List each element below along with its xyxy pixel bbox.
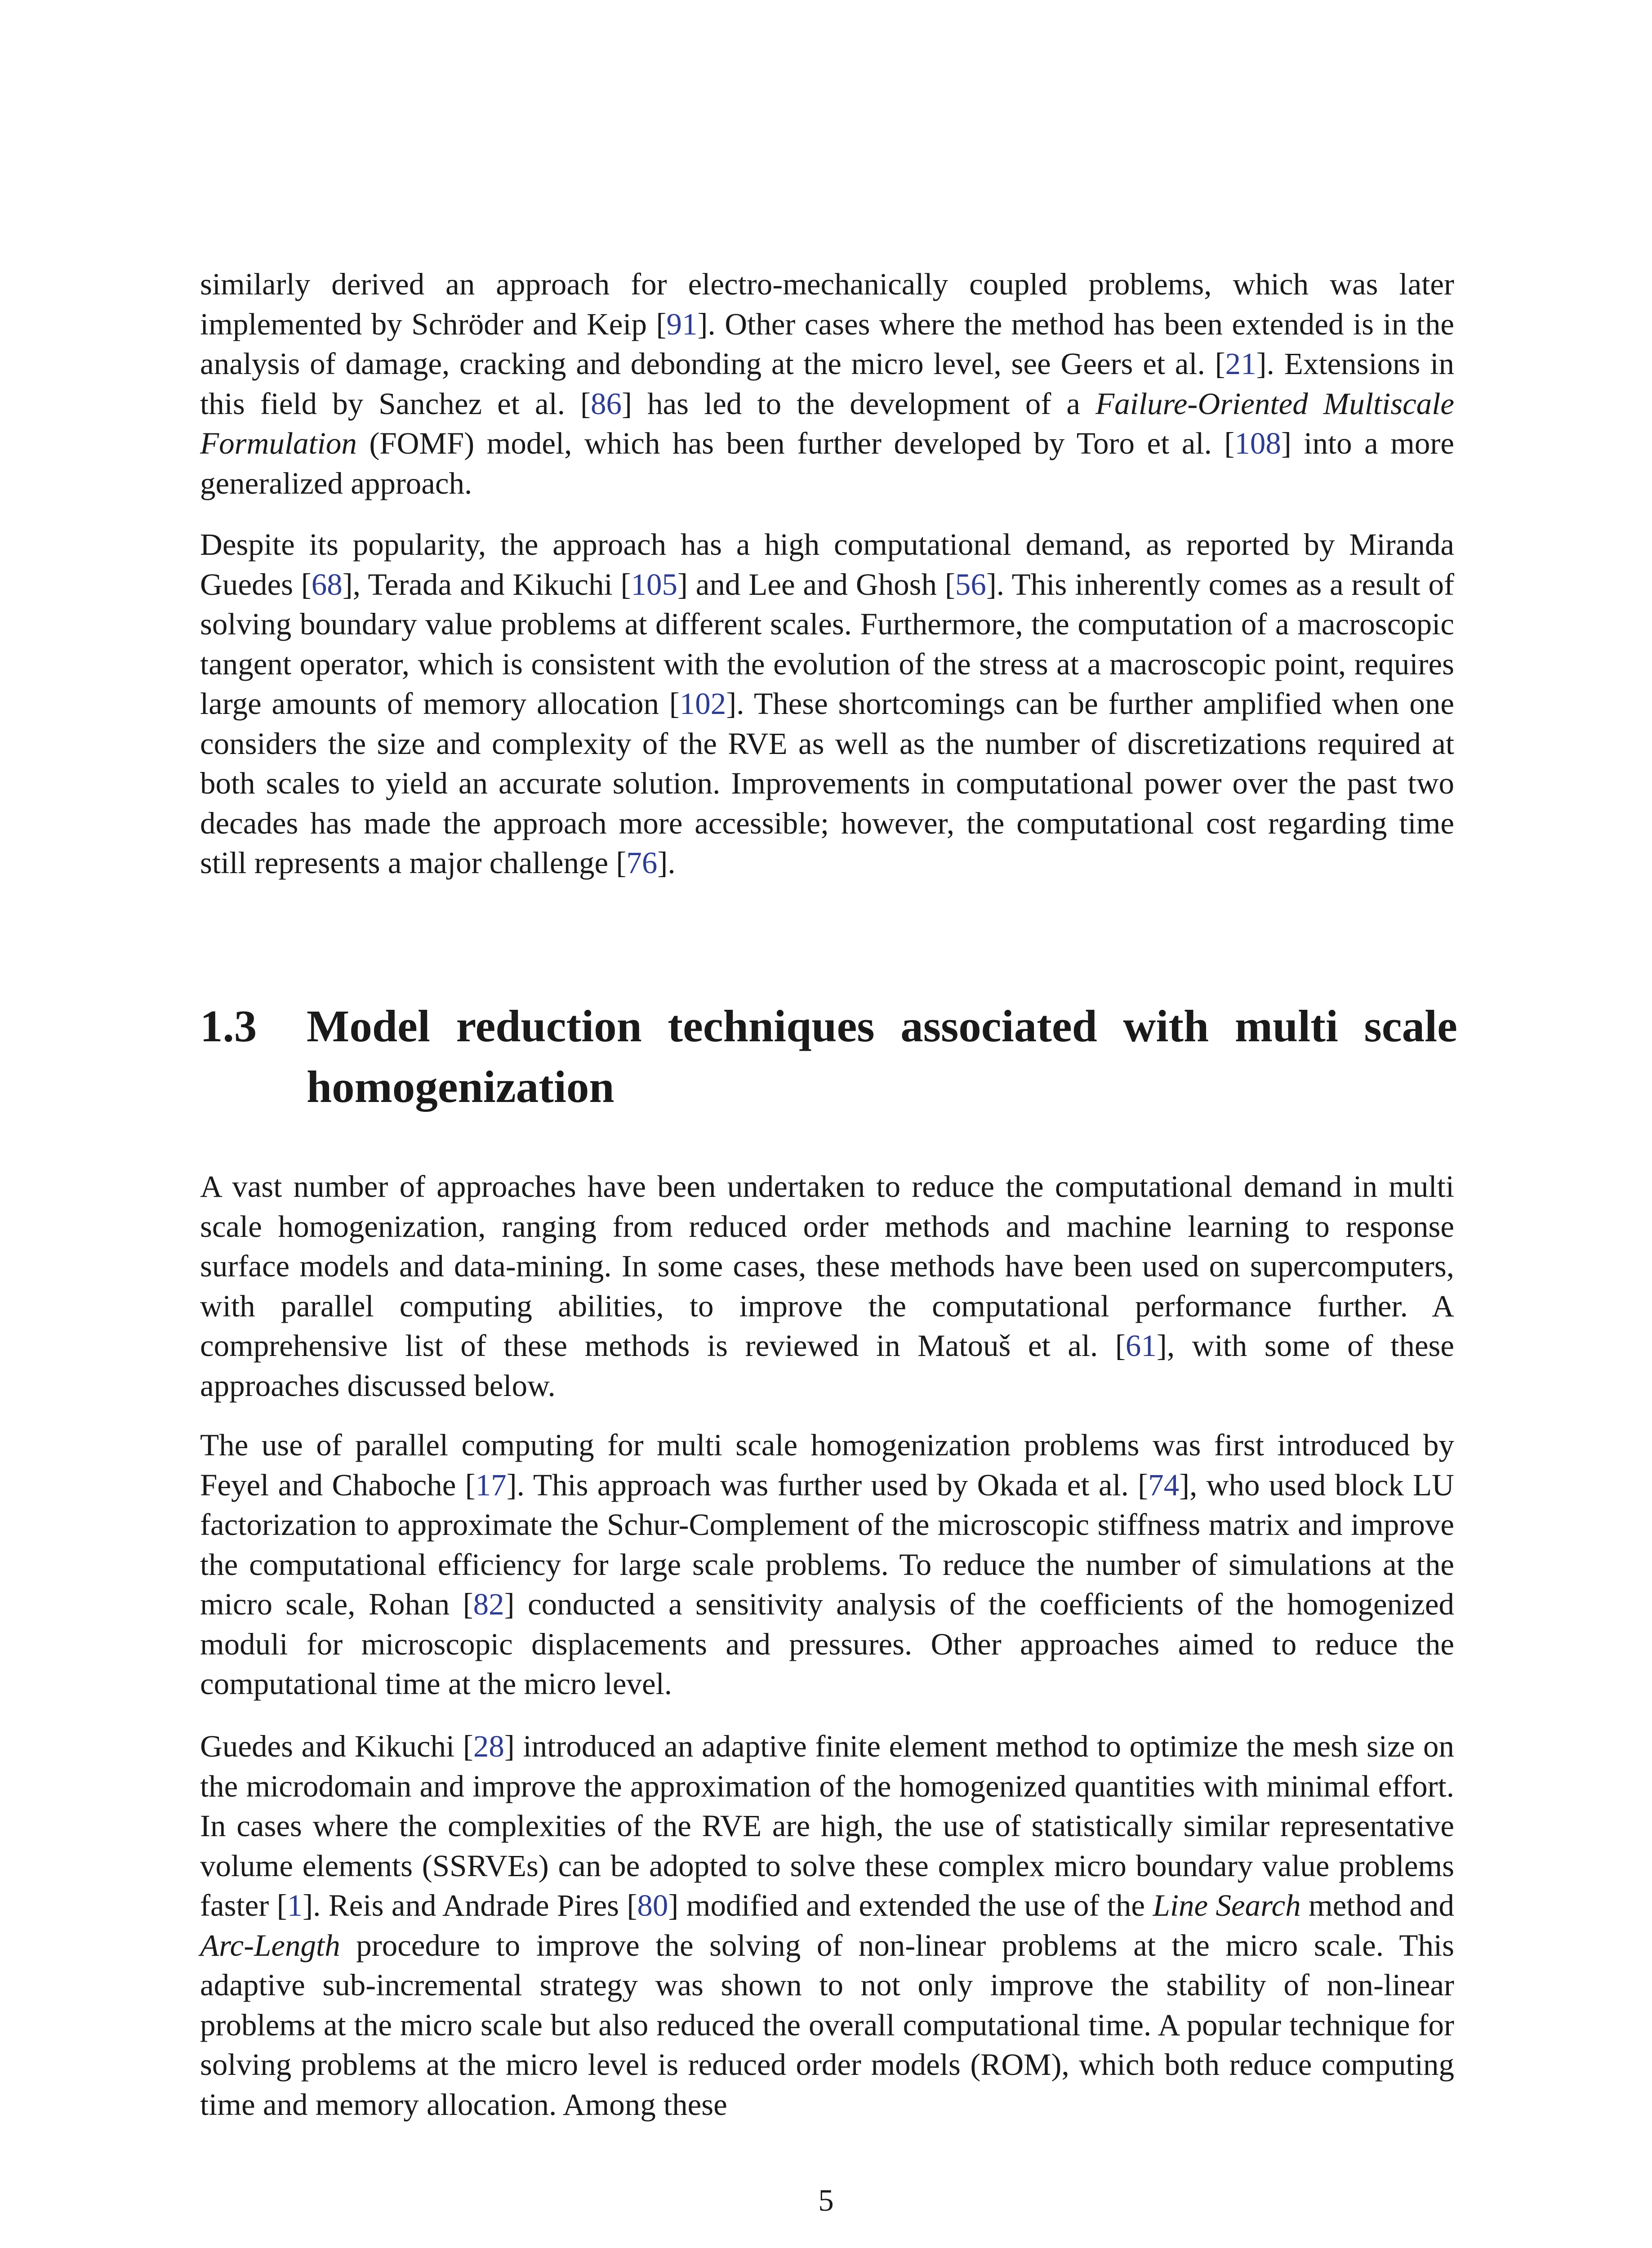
- paragraph-5-text: [200, 1726, 1454, 2124]
- text-span: Despite its popularity, the approach has a high computational demand, as reported by Miranda Guedes [: [200, 527, 1454, 602]
- citation-link[interactable]: 91: [666, 307, 698, 341]
- text-span: (FOMF) model, which has been further developed by Toro et al. [: [356, 426, 1235, 460]
- italic-term: Arc-Length: [200, 1928, 340, 1963]
- text-span: ]. Extensions in this field by Sanchez et al. [: [200, 347, 1455, 421]
- paragraph-3: [200, 1167, 1454, 1405]
- italic-term: Failure-Oriented Multiscale Formulation: [200, 386, 1454, 460]
- paragraph-1: [200, 264, 1454, 503]
- text-span: ] into a more generalized approach.: [200, 426, 1454, 500]
- citation-link[interactable]: 76: [626, 846, 658, 880]
- text-span: ] conducted a sensitivity analysis of the coefficients of the homogenized moduli for microscopic displacements and pressures. Other approaches aimed to reduce the computational time at the micro level.: [200, 1587, 1454, 1701]
- citation-link[interactable]: 105: [631, 567, 677, 602]
- section-heading: [200, 996, 1459, 1117]
- paragraph-2-text: [200, 525, 1454, 883]
- citation-link[interactable]: 102: [679, 687, 726, 721]
- text-span: ]. This inherently comes as a result of solving boundary value problems at different scales. Furthermore, the computation of a macroscopic tangent operator, which is consistent with the evolution of the stress at a macroscopic point, requires large amounts of memory allocation [: [200, 567, 1454, 721]
- paragraph-4-text: [200, 1425, 1454, 1704]
- text-span: ] introduced an adaptive finite element method to optimize the mesh size on the microdomain and improve the approximation of the homogenized quantities with minimal effort. In cases where the complexities of the RVE are high, the use of statistically similar representative volume elements (SSRVEs) can be adopted to solve these complex micro boundary value problems faster [: [200, 1729, 1454, 1922]
- text-span: ] modified and extended the use of the: [668, 1888, 1153, 1922]
- text-span: ]. This approach was further used by Okada et al. [: [506, 1467, 1149, 1502]
- text-span: ].: [657, 846, 676, 880]
- citation-link[interactable]: 82: [473, 1587, 504, 1621]
- text-span: A vast number of approaches have been undertaken to reduce the computational demand in multi scale homogenization, ranging from reduced order methods and machine learning to response surface models and data-mining. In some cases, these methods have been used on supercomputers, with parallel computing abilities, to improve the computational performance further. A comprehensive list of these methods is reviewed in Matouš et al. [: [200, 1169, 1454, 1363]
- paragraph-2: [200, 525, 1454, 883]
- page-number: 5: [818, 2183, 834, 2217]
- text-span: ], who used block LU factorization to approximate the Schur-Complement of the microscopic stiffness matrix and improve the computational efficiency for large scale problems. To reduce the number of simulations at the micro scale, Rohan [: [200, 1467, 1454, 1621]
- citation-link[interactable]: 21: [1225, 347, 1256, 381]
- paragraph-3-text: [200, 1167, 1454, 1405]
- text-span: The use of parallel computing for multi scale homogenization problems was first introduced by Feyel and Chaboche [: [200, 1428, 1454, 1502]
- text-span: Guedes and Kikuchi [: [200, 1729, 473, 1763]
- text-span: ]. Reis and Andrade Pires [: [303, 1888, 637, 1922]
- citation-link[interactable]: 74: [1148, 1467, 1180, 1502]
- section-title: Model reduction techniques associated with multi scale homogenization: [307, 1001, 1457, 1112]
- italic-term: Line Search: [1153, 1888, 1301, 1922]
- citation-link[interactable]: 28: [473, 1729, 504, 1763]
- citation-link[interactable]: 86: [591, 386, 622, 421]
- text-span: ]. These shortcomings can be further amplified when one considers the size and complexity of the RVE as well as the number of discretizations required at both scales to yield an accurate solution. Improvements in computational power over the past two decades has made the approach more accessible; however, the computational cost regarding time still represents a major challenge [: [200, 687, 1454, 880]
- text-span: method and: [1300, 1888, 1454, 1922]
- citation-link[interactable]: 80: [637, 1888, 668, 1922]
- text-span: ], Terada and Kikuchi [: [342, 567, 631, 602]
- text-span: procedure to improve the solving of non-linear problems at the micro scale. This adaptive sub-incremental strategy was shown to not only improve the stability of non-linear problems at the micro scale but also reduced the overall computational time. A popular technique for solving problems at the micro level is reduced order models (ROM), which both reduce computing time and memory allocation. Among these: [200, 1928, 1454, 2122]
- paragraph-5: [200, 1726, 1454, 2124]
- text-span: ], with some of these approaches discussed below.: [200, 1329, 1454, 1403]
- citation-link[interactable]: 1: [287, 1888, 303, 1922]
- citation-link[interactable]: 68: [311, 567, 343, 602]
- text-span: similarly derived an approach for electro-mechanically coupled problems, which was later implemented by Schröder and Keip [: [200, 267, 1454, 341]
- citation-link[interactable]: 61: [1125, 1329, 1157, 1363]
- paragraph-1-text: [200, 264, 1454, 503]
- citation-link[interactable]: 108: [1234, 426, 1281, 460]
- citation-link[interactable]: 56: [955, 567, 986, 602]
- paragraph-4: [200, 1425, 1454, 1704]
- text-span: ] has led to the development of a: [622, 386, 1096, 421]
- section-number: 1.3: [200, 1001, 257, 1051]
- text-span: ]. Other cases where the method has been extended is in the analysis of damage, cracking and debonding at the micro level, see Geers et al. [: [200, 307, 1454, 381]
- citation-link[interactable]: 17: [475, 1467, 507, 1502]
- text-span: ] and Lee and Ghosh [: [677, 567, 955, 602]
